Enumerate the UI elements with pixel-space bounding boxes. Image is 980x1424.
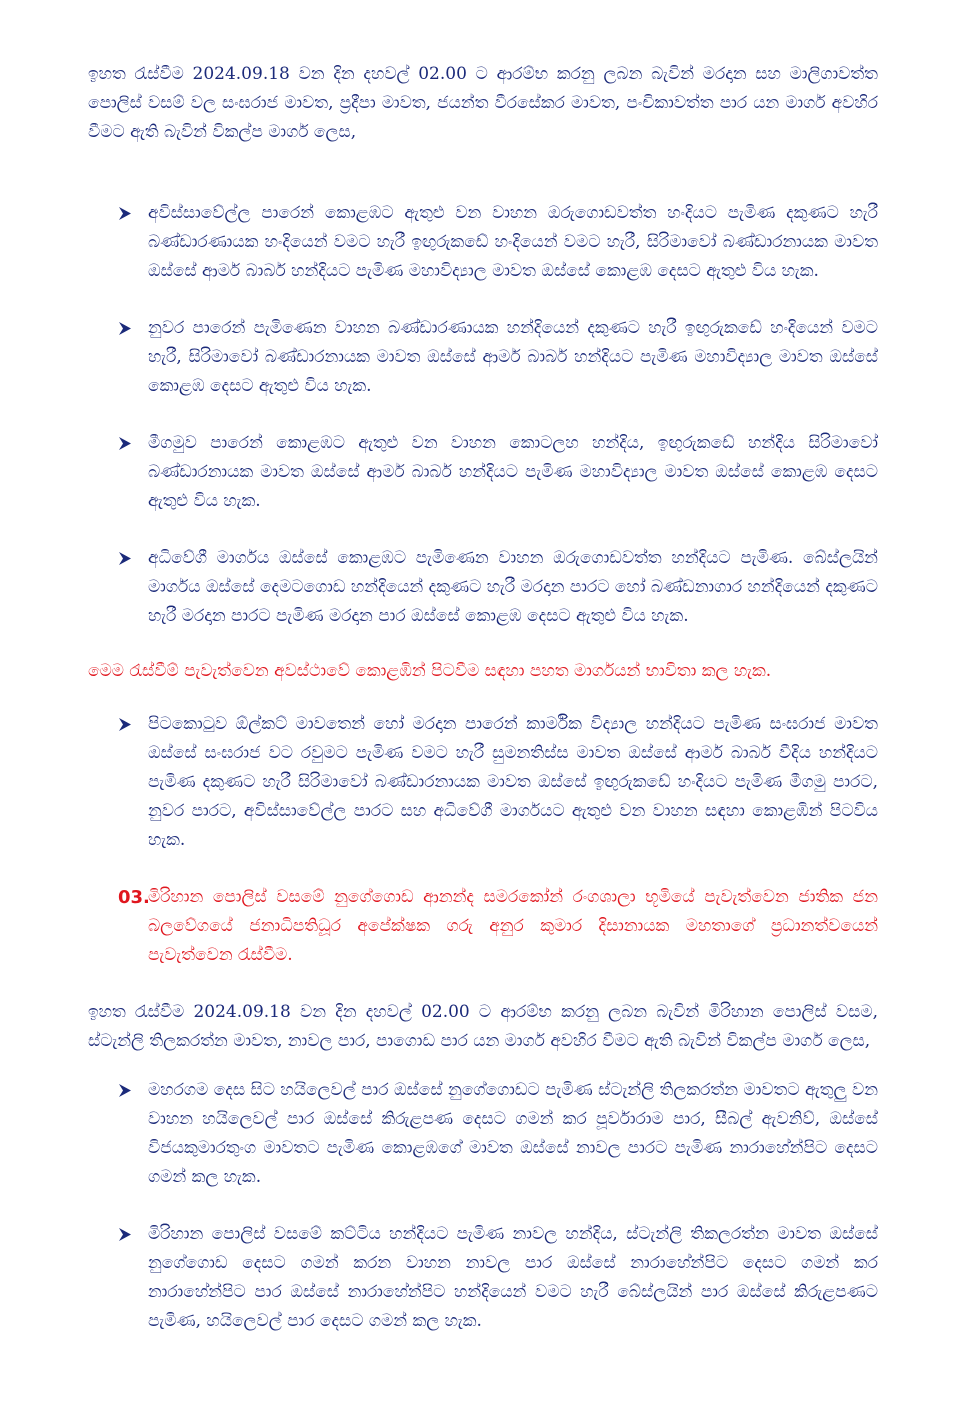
list-item	[88, 199, 878, 286]
section-number: 03.	[118, 887, 150, 908]
list-item	[88, 1220, 878, 1336]
list-item	[88, 314, 878, 401]
list-item-text: අවිස්සාවේල්ල පාරෙන් කොළඹට ඇතුළු වන වාහන ඔරුගොඩවත්ත හංදියට පැමිණ දකුණට හැරී බණ්ඩාරණායක හංදියෙන් වමට හැරී ඉඟුරුකඩේ හංදියෙන් වමට හැරී, සිරිමාවෝ බණ්ඩාරනායක මාවත ඔස්සේ ආමර් බාබර් හන්දියට පැමිණ මහාවිද්‍යාල මාවත ඔස්සේ කොළඹ දෙසට ඇතුළු විය හැක.	[148, 203, 878, 281]
arrowhead-bullet-icon	[118, 1220, 136, 1249]
list-item-text: පිටකොටුව ඕල්කට් මාවතෙන් හෝ මරදාන පාරෙන් කාර්මික විද්‍යාල හන්දියට පැමිණ සංඝරාජ මාවත ඔස්සේ සංඝරාජ වට රවුමට පැමිණ වමට හැරී සුමනතිස්ස මාවත ඔස්සේ ආමර් බාබර් වීදිය හන්දියට පැමිණ දකුණට හැරී සිරිමාවෝ බණ්ඩාරනායක මාවත ඔස්සේ ඉඟුරුකඩේ හංදියට පැමිණ මීගමු පාරට, නුවර පාරට, අවිස්සාවේල්ල පාරට සහ අධිවේගී මාර්ගයට ඇතුළු වන වාහන සඳහා කොළඹින් පිටවිය හැක.	[148, 714, 878, 850]
list-item	[88, 1076, 878, 1192]
document-page	[88, 60, 878, 1336]
arrowhead-bullet-icon	[118, 429, 136, 458]
intro-paragraph-2: ඉහත රැස්වීම 2024.09.18 වන දින දහවල් 02.00 ට ආරම්භ කරනු ලබන බැවින් මිරිහාන පොලිස් වසම, ස්ටැන්ලි තිලකරත්න මාවත, නාවල පාර, පාගොඩ පාර යන මාර්ග අවහිර වීමට ඇති බැවින් විකල්ප මාර්ග ලෙස,	[88, 1002, 878, 1051]
list-item	[88, 544, 878, 631]
arrowhead-bullet-icon	[118, 1076, 136, 1105]
list-item-text: මීගමුව පාරෙන් කොළඹට ඇතුළු වන වාහන කොටලහ හන්දිය, ඉඟුරුකඩේ හන්දිය සිරිමාවෝ බණ්ඩාරනායක මාවත ඔස්සේ ආමර් බාබර් හන්දියට පැමිණ මහාවිද්‍යාල මාවත ඔස්සේ කොළඹ දෙසට ඇතුළු විය හැක.	[148, 433, 878, 511]
list-item-text: මිරිහාන පොලිස් වසමේ කට්ටිය හන්දියට පැමිණ නාවල හන්දිය, ස්ටැන්ලි තිකලරත්න මාවත ඔස්සේ නුගේගොඩ දෙසට ගමන් කරන වාහන නාවල පාර ඔස්සේ නාරාහේන්පිට දෙසට ගමන් කර නාරාහේන්පිට පාර ඔස්සේ නාරාහේන්පිට හන්දියෙන් වමට හැරී බේස්ලයින් පාර ඔස්සේ කිරුළපණට පැමිණ, හයිලෙවල් පාර දෙසට ගමන් කල හැක.	[148, 1224, 878, 1331]
list-item-text: නුවර පාරෙන් පැමිණෙන වාහන බණ්ඩාරණායක හන්දියෙන් දකුණට හැරී ඉඟුරුකඩේ හංදියෙන් වමට හැරී, සිරිමාවෝ බණ්ඩාරනායක මාවත ඔස්සේ ආමර් බාබර් හන්දියට පැමිණ මහාවිද්‍යාල මාවත ඔස්සේ කොළඹ දෙසට ඇතුළු විය හැක.	[148, 318, 878, 396]
list-item-text: මහරගම දෙස සිට හයිලෙවල් පාර ඔස්සේ නුගේගොඩට පැමිණ ස්ටැන්ලි තිලකරත්න මාවතට ඇතුලු වන වාහන හයිලෙවල් පාර ඔස්සේ කිරුළපණ දෙසට ගමන් කර පූර්වාරාම පාර, සීබල් ඇවනිව්, ඔස්සේ විජයකුමාරතුංග මාවතට පැමිණ කොළඹගේ මාවත ඔස්සේ නාවල පාරට පැමිණ නාරාහේන්පිට දෙසට ගමන් කල හැක.	[148, 1080, 878, 1187]
arrowhead-bullet-icon	[118, 544, 136, 573]
list-item	[88, 710, 878, 855]
section-heading-03	[88, 883, 878, 970]
list-item-text: අධිවේගී මාර්ගය ඔස්සේ කොළඹට පැමිණෙන වාහන ඔරුගොඩවත්ත හන්දියට පැමිණ. බේස්ලයින් මාර්ගය ඔස්සේ දෙමටගොඩ හන්දියෙන් දකුණට හැරී මරදාන පාරට හෝ බණ්ඩනාගාර හන්දියෙන් දකුණට හැරී මරදාන පාරට පැමිණ මරදාන පාර ඔස්සේ කොළඹ දෙසට ඇතුළු විය හැක.	[148, 548, 878, 626]
arrowhead-bullet-icon	[118, 710, 136, 739]
exit-routes-heading: මෙම රැස්වීම් පැවැත්වෙන අවස්ථාවේ කොළඹින් පිටවීම සඳහා පහත මාර්ගයන් භාවිතා කල හැක.	[88, 661, 772, 681]
list-item	[88, 429, 878, 516]
arrowhead-bullet-icon	[118, 314, 136, 343]
section-heading-text: මිරිහාන පොලිස් වසමේ නුගේගොඩ ආනන්ද සමරකෝන් රංගශාලා භූමියේ පැවැත්වෙන ජාතික ජන බලවේගයේ ජනාධිපතිධූර අපේක්ෂක ගරු අනුර කුමාර දිසානායක මහතාගේ ප්‍රධානත්වයෙන් පැවැත්වෙන රැස්වීම.	[148, 887, 878, 965]
intro-paragraph-1: ඉහත රැස්වීම 2024.09.18 වන දින දහවල් 02.00 ට ආරම්භ කරනු ලබන බැවින් මරදාන සහ මාලිගාවත්ත පොලිස් වසම් වල සංඝරාජ මාවත, ප්‍රදීපා මාවත, ජයන්ත වීරසේකර මාවත, පංචිකාවත්ත පාර යන මාර්ග අවහිර වීමට ඇති බැවින් විකල්ප මාර්ග ලෙස,	[88, 64, 878, 142]
arrowhead-bullet-icon	[118, 199, 136, 228]
